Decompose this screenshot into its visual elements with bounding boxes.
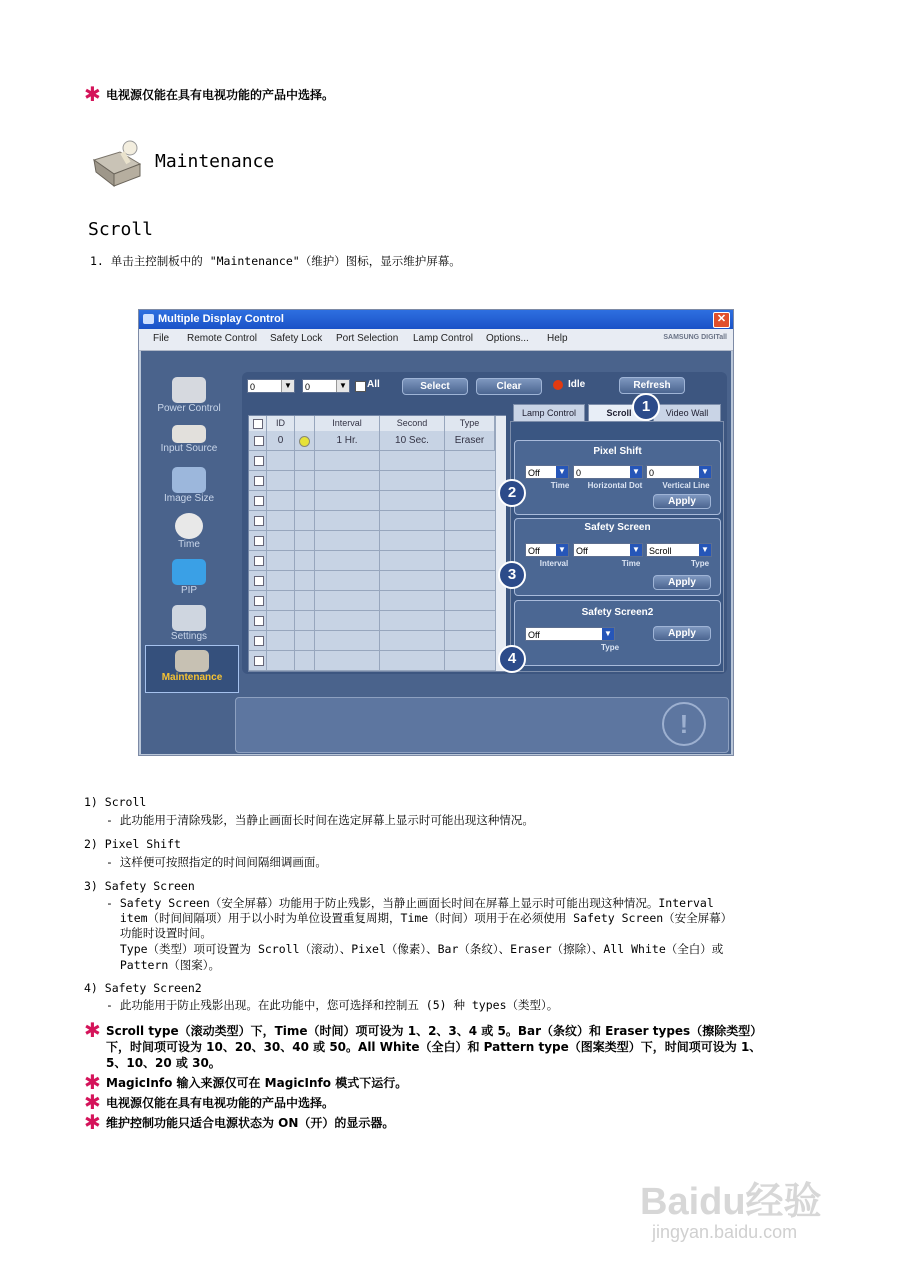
safety-screen-type-combo[interactable]: Scroll ▼: [646, 543, 712, 557]
pip-icon: [172, 559, 206, 585]
section-title: Maintenance: [155, 151, 275, 172]
power-icon: [172, 377, 206, 403]
item-4-line: - 此功能用于防止残影出现。在此功能中，您可选择和控制五 (5) 种 types（类型）。: [106, 998, 559, 1012]
all-checkbox[interactable]: [355, 381, 366, 392]
nav-label: Time: [178, 539, 200, 550]
nav-maintenance[interactable]: [145, 645, 239, 693]
info-icon: !: [662, 702, 706, 746]
label-horizontal-dot: Horizontal Dot: [587, 481, 643, 490]
nav-input-source[interactable]: [141, 425, 237, 454]
header-id: ID: [267, 416, 295, 431]
chevron-down-icon: ▼: [556, 544, 568, 556]
tab-lamp-control[interactable]: Lamp Control: [513, 404, 585, 422]
table-row[interactable]: [249, 591, 495, 611]
nav-settings[interactable]: [141, 605, 237, 642]
pixel-shift-group: [514, 440, 721, 515]
note-1-line: 下，时间项可设为 10、20、30、40 或 50。All White（全白）和 Pattern type（图案类型）下，时间项可设为 1、: [106, 1040, 762, 1054]
label-time: Time: [621, 559, 641, 568]
menu-help[interactable]: Help: [547, 333, 568, 344]
callout-2: 2: [498, 479, 526, 507]
app-window: [138, 309, 734, 756]
callout-4: 4: [498, 645, 526, 673]
item-2-title: 2) Pixel Shift: [84, 837, 181, 851]
nav-power-control[interactable]: [141, 377, 237, 414]
item-3-line: 功能时设置时间。: [106, 926, 212, 940]
pixel-shift-apply-button[interactable]: Apply: [653, 494, 711, 509]
table-row[interactable]: [249, 571, 495, 591]
chevron-down-icon: ▼: [281, 380, 294, 392]
label-type: Type: [600, 643, 620, 652]
note-4: 维护控制功能只适合电源状态为 ON（开）的显示器。: [106, 1116, 395, 1130]
note-star-icon: ✱: [84, 1070, 101, 1094]
note-star-icon: ✱: [84, 1110, 101, 1134]
table-row[interactable]: [249, 631, 495, 651]
header-status-icon: [295, 416, 315, 431]
item-3-line: item（时间间隔项）用于以小时为单位设置重复周期，Time（时间）项用于在必须使用 Safety Screen（安全屏幕）: [106, 911, 733, 925]
note-2: MagicInfo 输入来源仅可在 MagicInfo 模式下运行。: [106, 1076, 408, 1090]
table-row[interactable]: 0 1 Hr. 10 Sec. Eraser: [249, 431, 495, 451]
nav-pip[interactable]: [141, 559, 237, 596]
item-3-title: 3) Safety Screen: [84, 879, 195, 893]
label-interval: Interval: [539, 559, 569, 568]
menu-options[interactable]: Options...: [486, 333, 529, 344]
header-checkbox[interactable]: [249, 416, 267, 431]
note-3: 电视源仅能在具有电视功能的产品中选择。: [106, 1096, 335, 1110]
status-text: Idle: [568, 379, 586, 390]
safety-screen-time-combo[interactable]: Off ▼: [573, 543, 643, 557]
table-row[interactable]: [249, 491, 495, 511]
item-3-line: Type（类型）项可设置为 Scroll（滚动）、Pixel（像素）、Bar（条纹）、Eraser（擦除）、All White（全白）或: [106, 942, 724, 956]
pixel-shift-time-combo[interactable]: Off ▼: [525, 465, 569, 479]
note-1-line: 5、10、20 或 30。: [106, 1056, 221, 1070]
item-1-title: 1) Scroll: [84, 795, 147, 809]
image-size-icon: [172, 467, 206, 493]
top-note: 电视源仅能在具有电视功能的产品中选择。: [106, 88, 335, 102]
nav-label: Image Size: [163, 493, 215, 504]
label-vertical-line: Vertical Line: [662, 481, 710, 490]
chevron-down-icon: ▼: [699, 544, 711, 556]
window-title: Multiple Display Control: [158, 313, 284, 325]
watermark-url: jingyan.baidu.com: [652, 1222, 798, 1242]
clear-button[interactable]: Clear: [476, 378, 542, 395]
menu-port-selection[interactable]: Port Selection: [336, 333, 399, 344]
menu-safety-lock[interactable]: Safety Lock: [270, 333, 323, 344]
note-star-icon: ✱: [84, 82, 101, 106]
watermark-logo: Baidu经验: [640, 1181, 822, 1223]
callout-1: 1: [632, 393, 660, 421]
tab-video-wall[interactable]: Video Wall: [653, 404, 721, 422]
all-label: All: [367, 379, 380, 390]
combo-2[interactable]: 0 ▼: [302, 379, 350, 393]
maintenance-icon: [175, 650, 209, 672]
safety-screen2-title: Safety Screen2: [581, 607, 654, 618]
callout-3: 3: [498, 561, 526, 589]
header-interval: Interval: [315, 416, 380, 431]
table-row[interactable]: [249, 471, 495, 491]
app-icon: [143, 314, 154, 324]
chevron-down-icon: ▼: [556, 466, 568, 478]
safety-screen-interval-combo[interactable]: Off ▼: [525, 543, 569, 557]
safety-screen-title: Safety Screen: [584, 522, 651, 533]
settings-icon: [172, 605, 206, 631]
table-row[interactable]: [249, 531, 495, 551]
safety-screen2-type-combo[interactable]: Off ▼: [525, 627, 615, 641]
item-2-line: - 这样便可按照指定的时间间隔细调画面。: [106, 855, 327, 869]
item-1-line: - 此功能用于清除残影，当静止画面长时间在选定屏幕上显示时可能出现这种情况。: [106, 813, 534, 827]
chevron-down-icon: ▼: [336, 380, 349, 392]
chevron-down-icon: ▼: [630, 466, 642, 478]
safety-screen2-apply-button[interactable]: Apply: [653, 626, 711, 641]
table-row[interactable]: [249, 451, 495, 471]
safety-screen-group: [514, 518, 721, 596]
table-row[interactable]: [249, 651, 495, 671]
item-4-title: 4) Safety Screen2: [84, 981, 202, 995]
safety-screen2-group: [514, 600, 721, 666]
chevron-down-icon: ▼: [602, 628, 614, 640]
nav-image-size[interactable]: [141, 467, 237, 504]
nav-label: Settings: [170, 631, 208, 642]
status-indicator-icon: [553, 380, 563, 390]
menu-bar: [139, 329, 733, 351]
table-row[interactable]: [249, 551, 495, 571]
select-button[interactable]: Select: [402, 378, 468, 395]
note-1-line: Scroll type（滚动类型）下，Time（时间）项可设为 1、2、3、4 或 5。Bar（条纹）和 Eraser types（擦除类型）: [106, 1024, 763, 1038]
chevron-down-icon: ▼: [630, 544, 642, 556]
nav-label: PIP: [180, 585, 198, 596]
item-3-line: - Safety Screen（安全屏幕）功能用于防止残影，当静止画面长时间在屏幕上显示时可能出现这种情况。Interval: [106, 896, 714, 910]
brand-logo: SAMSUNG DIGITall: [663, 334, 727, 341]
pixel-shift-horizontal-combo[interactable]: 0 ▼: [573, 465, 643, 479]
page-heading: Scroll: [88, 219, 154, 240]
note-star-icon: ✱: [84, 1090, 101, 1114]
title-bar: [139, 310, 733, 329]
pixel-shift-title: Pixel Shift: [593, 446, 642, 457]
nav-label: Maintenance: [161, 672, 223, 683]
label-type: Type: [690, 559, 710, 568]
display-grid: [248, 415, 506, 672]
table-row[interactable]: [249, 511, 495, 531]
message-area: [235, 697, 729, 753]
combo-1[interactable]: 0 ▼: [247, 379, 295, 393]
grid-scrollbar[interactable]: [495, 416, 506, 671]
close-icon[interactable]: ✕: [713, 312, 730, 328]
nav-label: Power Control: [157, 403, 221, 414]
refresh-button[interactable]: Refresh: [619, 377, 685, 394]
nav-label: Input Source: [160, 443, 218, 454]
menu-lamp-control[interactable]: Lamp Control: [413, 333, 474, 344]
menu-file[interactable]: File: [153, 333, 170, 344]
pixel-shift-vertical-combo[interactable]: 0 ▼: [646, 465, 712, 479]
step-1: 1. 单击主控制板中的 "Maintenance"（维护）图标，显示维护屏幕。: [90, 254, 461, 268]
maintenance-icon: [90, 138, 146, 188]
table-row[interactable]: [249, 611, 495, 631]
nav-time[interactable]: [141, 513, 237, 550]
menu-remote-control[interactable]: Remote Control: [187, 333, 258, 344]
chevron-down-icon: ▼: [699, 466, 711, 478]
header-type: Type: [445, 416, 495, 431]
safety-screen-apply-button[interactable]: Apply: [653, 575, 711, 590]
note-star-icon: ✱: [84, 1018, 101, 1042]
status-dot-icon: [299, 436, 310, 447]
clock-icon: [175, 513, 203, 539]
header-second: Second: [380, 416, 445, 431]
tab-scroll[interactable]: Scroll: [588, 404, 650, 422]
input-source-icon: [172, 425, 206, 443]
label-time: Time: [550, 481, 570, 490]
item-3-line: Pattern（图案）。: [106, 958, 221, 972]
client-area: [141, 351, 731, 754]
